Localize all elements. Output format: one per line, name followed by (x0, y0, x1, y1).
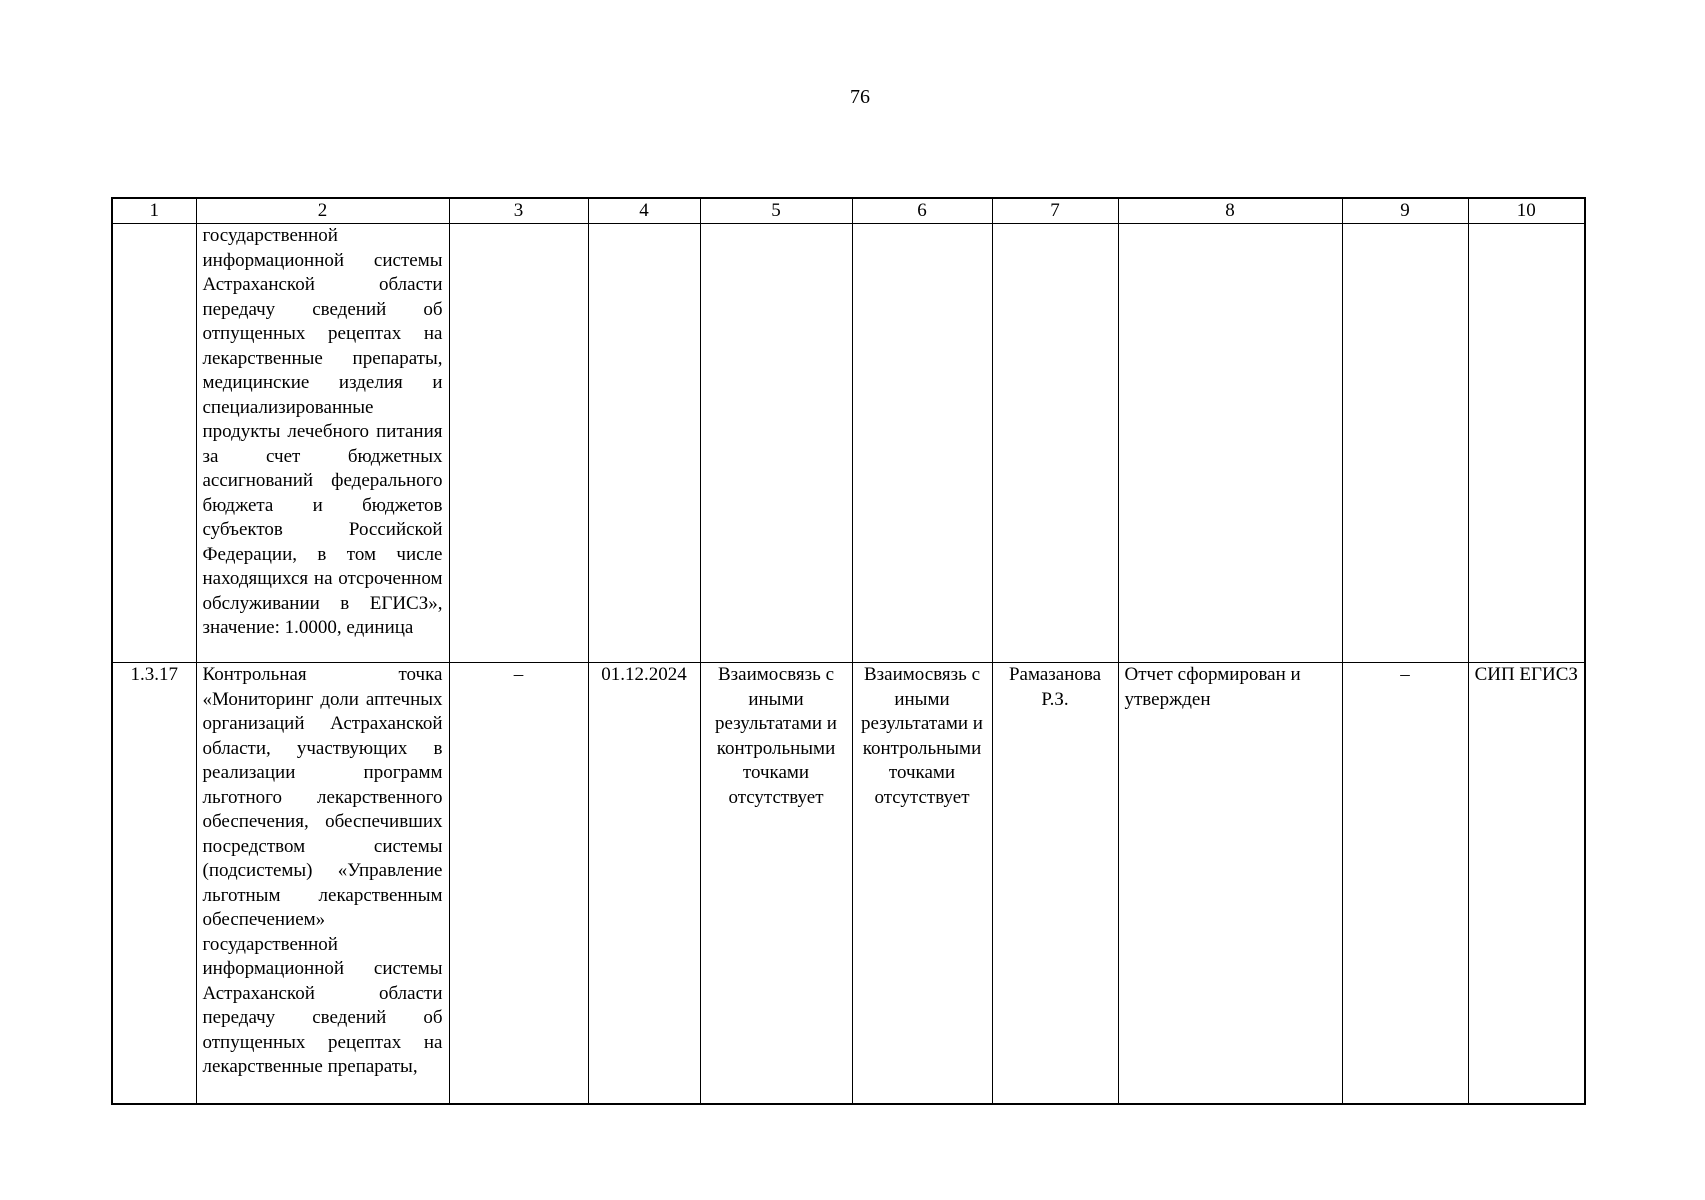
row-relation-results (700, 224, 852, 663)
row-relation-points: Взаимосвязь с иными результатами и контрольными точками отсутствует (852, 663, 992, 1105)
plan-table (111, 197, 1586, 1105)
row-description: Контрольная точка «Мониторинг доли аптечных организаций Астраханской области, участвующих в реализации программ льготного лекарственного обеспечения, обеспечивших посредством системы (подсистемы) «Управление льготным лекарственным обеспечением» государственной информационной системы Астраханской области передачу сведений об отпущенных рецептах на лекарственные препараты, (196, 663, 449, 1105)
row-responsible (992, 224, 1118, 663)
row-result: Отчет сформирован и утвержден (1118, 663, 1342, 1105)
header-col-7: 7 (992, 198, 1118, 224)
header-col-4: 4 (588, 198, 700, 224)
header-col-5: 5 (700, 198, 852, 224)
header-col-6: 6 (852, 198, 992, 224)
row-col3: – (449, 663, 588, 1105)
row-system: СИП ЕГИСЗ (1468, 663, 1585, 1105)
page-number: 76 (850, 86, 870, 108)
header-col-2: 2 (196, 198, 449, 224)
row-relation-points (852, 224, 992, 663)
row-description: государственной информационной системы Астраханской области передачу сведений об отпущенных рецептах на лекарственные препараты, медицинские изделия и специализированные продукты лечебного питания за счет бюджетных ассигнований федерального бюджета и бюджетов субъектов Российской Федерации, в том числе находящихся на отсроченном обслуживании в ЕГИСЗ», значение: 1.0000, единица (196, 224, 449, 663)
row-relation-results: Взаимосвязь с иными результатами и контрольными точками отсутствует (700, 663, 852, 1105)
header-col-3: 3 (449, 198, 588, 224)
header-col-8: 8 (1118, 198, 1342, 224)
row-col9 (1342, 224, 1468, 663)
row-result (1118, 224, 1342, 663)
header-col-1: 1 (112, 198, 196, 224)
table-row (112, 224, 1585, 663)
header-col-10: 10 (1468, 198, 1585, 224)
row-responsible: Рамазанова Р.З. (992, 663, 1118, 1105)
row-number: 1.3.17 (112, 663, 196, 1105)
row-col9: – (1342, 663, 1468, 1105)
row-date (588, 224, 700, 663)
header-col-9: 9 (1342, 198, 1468, 224)
row-system (1468, 224, 1585, 663)
row-date: 01.12.2024 (588, 663, 700, 1105)
table-row (112, 663, 1585, 1105)
row-col3 (449, 224, 588, 663)
table-header (112, 198, 1585, 224)
row-number (112, 224, 196, 663)
